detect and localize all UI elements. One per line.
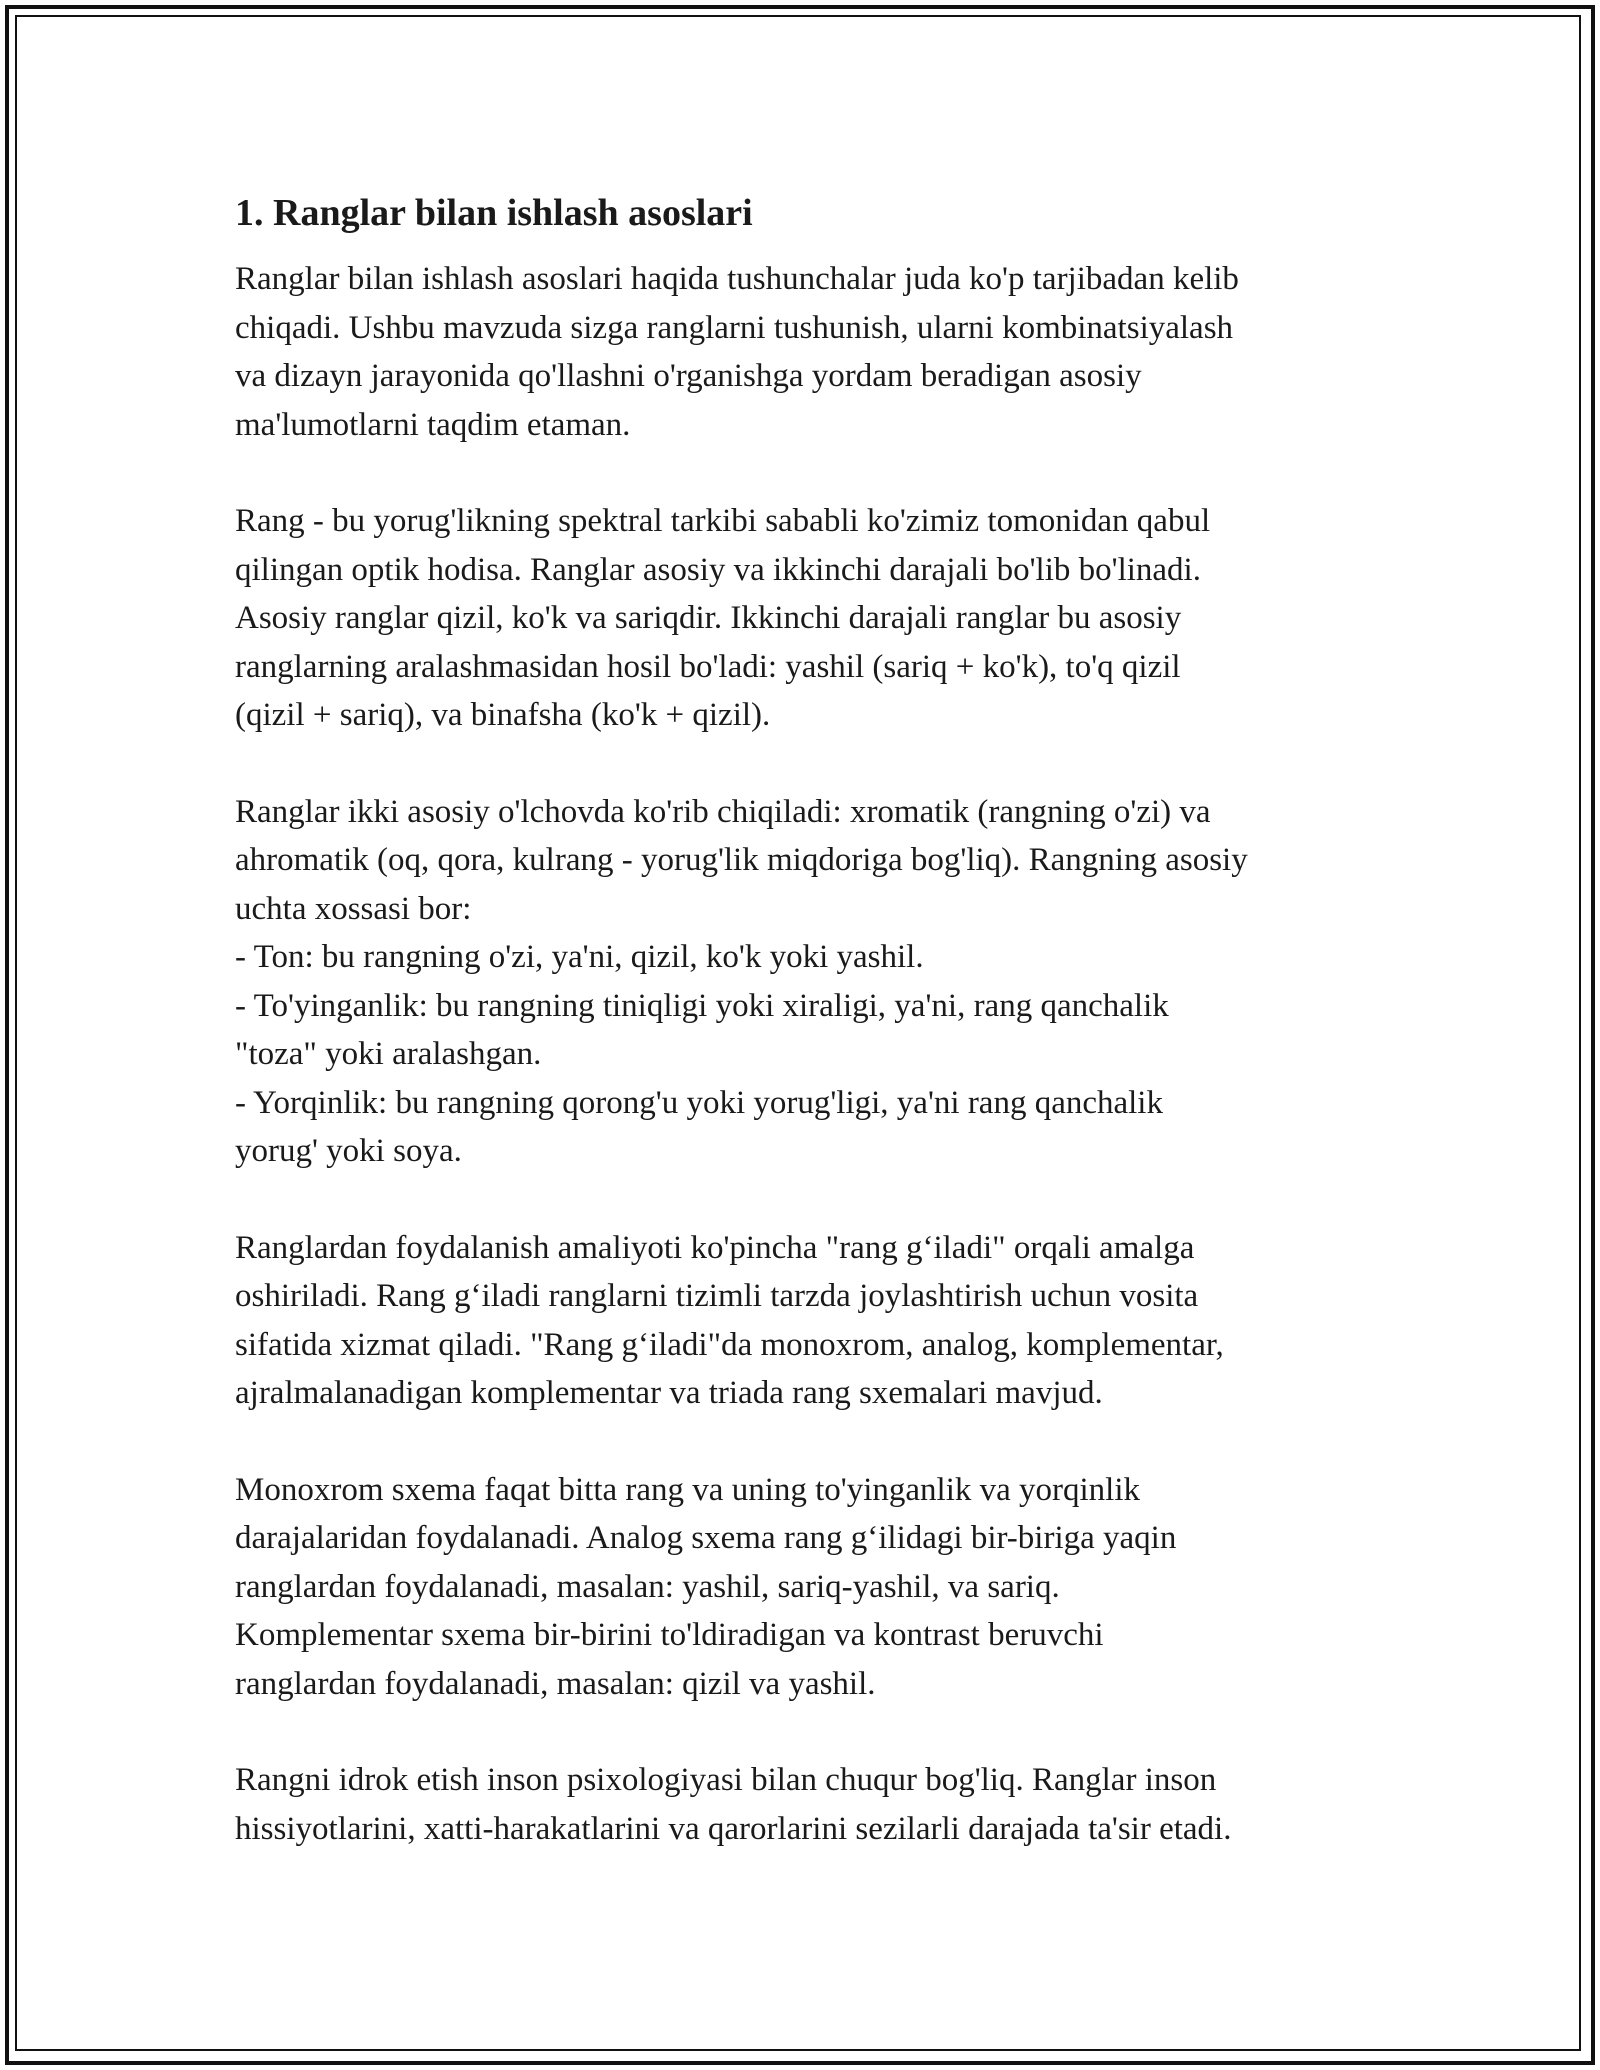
text-line: chiqadi. Ushbu mavzuda sizga ranglarni tushunish, ularni kombinatsiyalash xyxy=(235,309,1234,346)
text-line: "toza" yoki aralashgan. xyxy=(235,1036,542,1072)
paragraph xyxy=(235,788,1385,1176)
document-body xyxy=(235,255,1385,1853)
paragraph xyxy=(235,1466,1385,1709)
text-line: - Yorqinlik: bu rangning qorong'u yoki yorug'ligi, ya'ni rang qanchalik xyxy=(235,1084,1163,1121)
text-line: qilingan optik hodisa. Ranglar asosiy va ikkinchi darajali bo'lib bo'linadi. xyxy=(235,551,1201,588)
text-line: Rangni idrok etish inson psixologiyasi bilan chuqur bog'liq. Ranglar inson xyxy=(235,1762,1217,1798)
text-line: darajalaridan foydalanadi. Analog sxema rang g‘ilidagi bir-biriga yaqin xyxy=(235,1520,1177,1556)
text-line: uchta xossasi bor: xyxy=(235,890,472,927)
text-line: ma'lumotlarni taqdim etaman. xyxy=(235,406,631,443)
text-line: va dizayn jarayonida qo'llashni o'rganishga yordam beradigan asosiy xyxy=(235,358,1142,394)
text-line: Ranglar bilan ishlash asoslari haqida tushunchalar juda ko'p tarjibadan kelib xyxy=(235,261,1239,297)
paragraph xyxy=(235,1224,1385,1418)
text-line: Ranglar ikki asosiy o'lchovda ko'rib chiqiladi: xromatik (rangning o'zi) va xyxy=(235,793,1211,830)
document-page xyxy=(235,185,1385,1853)
text-line: (qizil + sariq), va binafsha (ko'k + qizil). xyxy=(235,697,771,733)
paragraph xyxy=(235,1756,1385,1853)
text-line: Asosiy ranglar qizil, ko'k va sariqdir. Ikkinchi darajali ranglar bu asosiy xyxy=(235,600,1182,636)
text-line: oshiriladi. Rang g‘iladi ranglarni tizimli tarzda joylashtirish uchun vosita xyxy=(235,1278,1199,1314)
text-line: ajralmalanadigan komplementar va triada rang sxemalari mavjud. xyxy=(235,1375,1103,1411)
text-line: ranglardan foydalanadi, masalan: yashil, sariq-yashil, va sariq. xyxy=(235,1568,1060,1605)
text-line: Ranglardan foydalanish amaliyoti ko'pincha "rang g‘iladi" orqali amalga xyxy=(235,1229,1195,1266)
text-line: ranglardan foydalanadi, masalan: qizil va yashil. xyxy=(235,1665,876,1702)
text-line: yorug' yoki soya. xyxy=(235,1133,462,1169)
text-line: ahromatik (oq, qora, kulrang - yorug'lik miqdoriga bog'liq). Rangning asosiy xyxy=(235,842,1248,878)
text-line: Komplementar sxema bir-birini to'ldiradigan va kontrast beruvchi xyxy=(235,1617,1104,1653)
text-line: ranglarning aralashmasidan hosil bo'ladi: yashil (sariq + ko'k), to'q qizil xyxy=(235,648,1181,685)
section-heading: 1. Ranglar bilan ishlash asoslari xyxy=(235,192,753,234)
text-line: Monoxrom sxema faqat bitta rang va uning to'yinganlik va yorqinlik xyxy=(235,1471,1141,1508)
text-line: sifatida xizmat qiladi. "Rang g‘iladi"da monoxrom, analog, komplementar, xyxy=(235,1326,1224,1363)
text-line: - To'yinganlik: bu rangning tiniqligi yoki xiraligi, ya'ni, rang qanchalik xyxy=(235,987,1169,1024)
text-line: Rang - bu yorug'likning spektral tarkibi sababli ko'zimiz tomonidan qabul xyxy=(235,503,1211,539)
paragraph xyxy=(235,497,1385,740)
text-line: - Ton: bu rangning o'zi, ya'ni, qizil, ko'k yoki yashil. xyxy=(235,939,924,975)
paragraph xyxy=(235,255,1385,449)
text-line: hissiyotlarini, xatti-harakatlarini va qarorlarini sezilarli darajada ta'sir etadi. xyxy=(235,1810,1232,1847)
